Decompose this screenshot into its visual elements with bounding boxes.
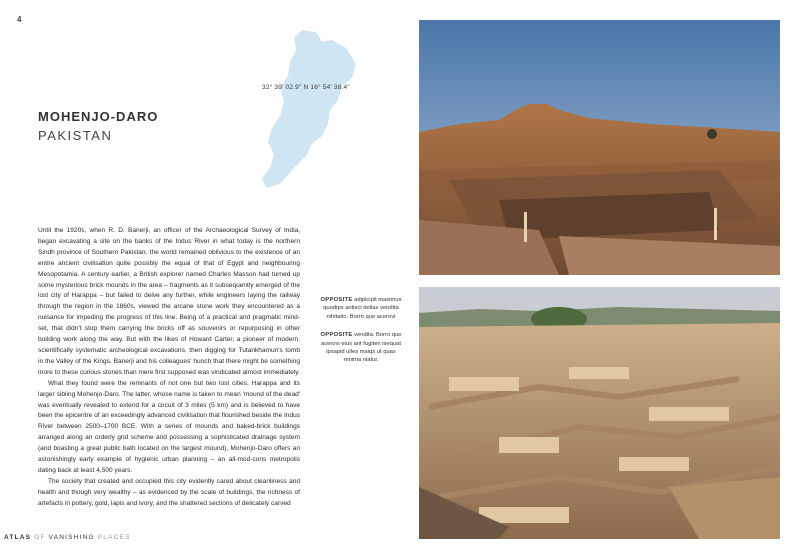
- body-text: [38, 226, 300, 510]
- pakistan-map-silhouette: [250, 28, 362, 188]
- footer-word: OF: [34, 534, 46, 541]
- body-paragraph: What they found were the remnants of not one but two lost cities, Harappa and its larger sibling Mohenjo-Daro. The latter, whose name is taken to mean 'mound of the dead' was eventually revealed to extend for a circuit of 3 miles (5 km) and is believed to have been the epicentre of an exceedingly advanced civilisation that flourished beside the Indus River between 2500–1700 BCE. With a series of mounds and baked-brick buildings arranged along an orderly grid scheme and possessing a sophisticated drainage system (and boasting a great public bath located on the largest mound), Mohenjo-Daro offers an astonishingly early example of hygienic urban planning – an all-mod-cons metropolis dating back at least 4,500 years.: [38, 379, 300, 474]
- body-paragraph: Until the 1920s, when R. D. Banerji, an officer of the Archaeological Survey of India, began excavating a site on the banks of the Indus River in what today is the northern Sindh province of Southern Pakistan, the world remained oblivious to the existence of an entire ancient civilisation quite possibly the equal of that of Egypt and neighbouring Mesopotamia. A century earlier, a British explorer named Charles Masson had turned up some mysterious brick mounds in the area – fragments as it subsequently emerged of the lost city of Harappa – but failed to delve any further, while engineers laying the railway through the region in the 1860s, viewed the arcane stone work they encountered as a nuisance for impeding the progress of this line. Being of a practical and pragmatic mind-set, that didn't stop them carrying the bricks off as souvenirs or repurposing in other building work along the way. But with the likes of Howard Carter, a pioneer of modern, scientifically systematic archeological excavations, then digging for Tutankhamun's tomb in the Valley of the Kings, Banerji and his colleagues' hunch that there might be something more to these curious stones than mere first supposed was vindicated almost immediately.: [38, 227, 300, 376]
- photo-stupa-ruins: [419, 20, 780, 275]
- map-coordinates: 32° 39' 02.9" N 16° 54' 38.4": [262, 84, 350, 91]
- caption-label: OPPOSITE: [320, 297, 353, 303]
- caption-text: vendita. Borro que acerovi eius ant fugiten isequat ipsapid ulles maiqs ut quas renima niatur.: [321, 332, 402, 364]
- photo-excavated-streets: [419, 287, 780, 539]
- book-footer: [4, 534, 131, 541]
- caption-top: [318, 296, 404, 321]
- caption-label: OPPOSITE: [320, 332, 353, 339]
- page-title: MOHENJO-DARO: [38, 109, 159, 124]
- footer-word: PLACES: [97, 534, 131, 541]
- footer-word: VANISHING: [48, 534, 95, 541]
- photo-captions: [318, 296, 404, 375]
- page-subtitle: PAKISTAN: [38, 128, 113, 143]
- caption-bottom: [318, 331, 404, 365]
- body-paragraph: The society that created and occupied this city evidently cared about cleanliness and health and though very wealthy – as evidenced by the scale of buildings, the richness of artefacts in pottery, gold, lapis and ivory, and the shattered sections of delicately carved: [38, 477, 300, 507]
- caption-text: adipicipit maximus quodips antisci delias vendita nihitatio. Borro que acerovi: [323, 297, 402, 320]
- footer-word: ATLAS: [4, 534, 32, 541]
- page-number: 4: [17, 15, 22, 24]
